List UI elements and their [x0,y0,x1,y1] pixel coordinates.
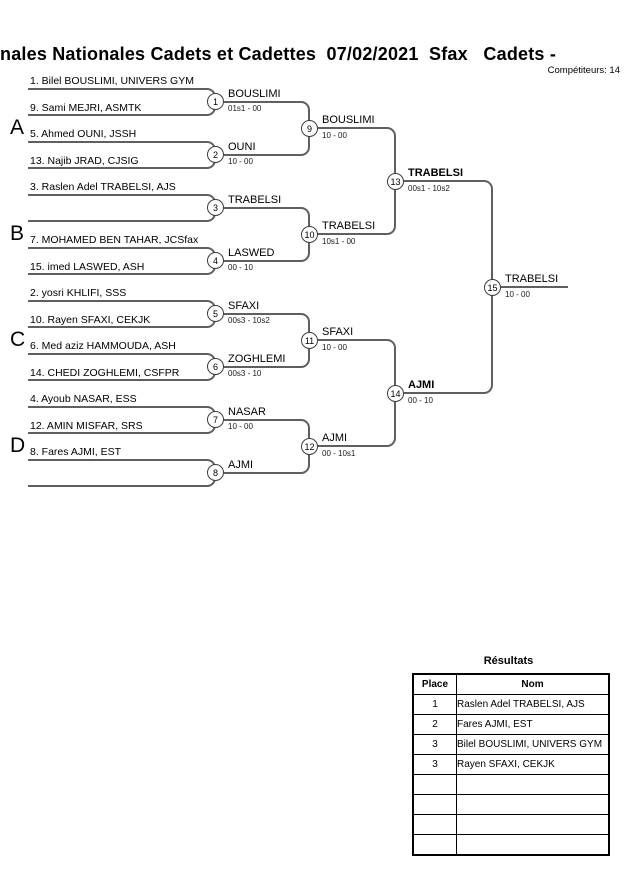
result-name-cell: Raslen Adel TRABELSI, AJS [457,695,610,715]
bracket-connector-pair-2 [28,141,216,169]
bracket-connector-pair-6 [28,353,216,381]
match-circle-5: 5 [207,305,224,322]
result-place-cell [413,795,457,815]
bracket-connector-final [404,180,493,394]
bracket-connector-sf-1 [318,127,396,235]
match-11-score: 10 - 00 [322,343,347,352]
match-circle-6: 6 [207,358,224,375]
bracket-connector-sf-2 [318,339,396,447]
match-5-winner-label: SFAXI [228,300,260,312]
match-12-score: 00 - 10s1 [322,449,356,458]
result-place-cell [413,835,457,856]
result-place-cell: 2 [413,715,457,735]
result-place-cell: 3 [413,755,457,775]
match-11-winner-label: SFAXI [322,326,354,338]
match-4-winner-label: LASWED [228,247,275,259]
group-label-b: B [10,222,25,245]
results-row-2 [413,715,609,735]
match-14-score: 00 - 10 [408,396,433,405]
player-slot-15: 8. Fares AJMI, EST [30,446,122,458]
match-12-winner-label: AJMI [322,432,348,444]
match-circle-4: 4 [207,252,224,269]
bracket-connector-pair-8 [28,459,216,487]
match-7-score: 10 - 00 [228,422,253,431]
match-2-score: 10 - 00 [228,157,253,166]
match-10-score: 10s1 - 00 [322,237,356,246]
results-row-5 [413,775,609,795]
match-1-winner-label: BOUSLIMI [228,88,281,100]
result-place-cell [413,815,457,835]
results-header-place: Place [413,674,457,695]
player-slot-7: 7. MOHAMED BEN TAHAR, JCSfax [30,234,199,246]
match-circle-14: 14 [387,385,404,402]
results-row-7 [413,815,609,835]
result-name-cell [457,795,610,815]
result-place-cell: 3 [413,735,457,755]
match-15-score: 10 - 00 [505,290,530,299]
match-14-winner-label: AJMI [408,379,435,391]
match-1-score: 01s1 - 00 [228,104,262,113]
group-label-c: C [10,328,26,351]
results-header-row [413,674,609,695]
player-slot-2: 9. Sami MEJRI, ASMTK [30,102,142,114]
match-4-score: 00 - 10 [228,263,253,272]
result-name-cell [457,815,610,835]
match-9-score: 10 - 00 [322,131,347,140]
match-3-winner-label: TRABELSI [228,194,282,206]
player-slot-5: 3. Raslen Adel TRABELSI, AJS [30,181,176,193]
result-name-cell: Bilel BOUSLIMI, UNIVERS GYM [457,735,610,755]
player-slot-1: 1. Bilel BOUSLIMI, UNIVERS GYM [30,75,194,87]
result-name-cell [457,835,610,856]
player-slot-14: 12. AMIN MISFAR, SRS [30,420,143,432]
match-circle-12: 12 [301,438,318,455]
results-header-nom: Nom [457,674,610,695]
player-slot-11: 6. Med aziz HAMMOUDA, ASH [30,340,176,352]
player-slot-9: 2. yosri KHLIFI, SSS [30,287,127,299]
match-circle-2: 2 [207,146,224,163]
result-name-cell [457,775,610,795]
match-6-score: 00s3 - 10 [228,369,262,378]
bracket-connector-pair-3 [28,194,216,222]
champion-line [501,286,568,288]
match-15-winner-label: TRABELSI [505,273,559,285]
bracket-connector-pair-1 [28,88,216,116]
group-label-a: A [10,116,25,139]
match-13-score: 00s1 - 10s2 [408,184,450,193]
match-13-winner-label: TRABELSI [408,167,463,179]
results-row-8 [413,835,609,856]
match-6-winner-label: ZOGHLEMI [228,353,286,365]
results-row-4 [413,755,609,775]
result-name-cell: Fares AJMI, EST [457,715,610,735]
page-title: nales Nationales Cadets et Cadettes 07/02/2021 Sfax Cadets - [0,44,557,64]
match-2-winner-label: OUNI [228,141,256,153]
match-circle-7: 7 [207,411,224,428]
competitors-count: Compétiteurs: 14 [547,65,620,76]
match-circle-8: 8 [207,464,224,481]
player-slot-12: 14. CHEDI ZOGHLEMI, CSFPR [30,367,180,379]
result-name-cell: Rayen SFAXI, CEKJK [457,755,610,775]
results-table [412,673,610,856]
match-7-winner-label: NASAR [228,406,266,418]
results-title: Résultats [483,655,534,667]
result-place-cell: 1 [413,695,457,715]
bracket-connector-pair-7 [28,406,216,434]
match-8-winner-label: AJMI [228,459,254,471]
match-circle-1: 1 [207,93,224,110]
match-9-winner-label: BOUSLIMI [322,114,375,126]
match-circle-15: 15 [484,279,501,296]
bracket-connector-pair-4 [28,247,216,275]
player-slot-13: 4. Ayoub NASAR, ESS [30,393,137,405]
player-slot-10: 10. Rayen SFAXI, CEKJK [30,314,151,326]
results-row-3 [413,735,609,755]
group-label-d: D [10,434,26,457]
match-circle-11: 11 [301,332,318,349]
match-5-score: 00s3 - 10s2 [228,316,270,325]
match-circle-9: 9 [301,120,318,137]
results-row-6 [413,795,609,815]
match-circle-10: 10 [301,226,318,243]
results-row-1 [413,695,609,715]
player-slot-3: 5. Ahmed OUNI, JSSH [30,128,137,140]
player-slot-8: 15. imed LASWED, ASH [30,261,145,273]
result-place-cell [413,775,457,795]
bracket-connector-pair-5 [28,300,216,328]
match-10-winner-label: TRABELSI [322,220,376,232]
match-circle-13: 13 [387,173,404,190]
match-circle-3: 3 [207,199,224,216]
player-slot-4: 13. Najib JRAD, CJSIG [30,155,139,167]
